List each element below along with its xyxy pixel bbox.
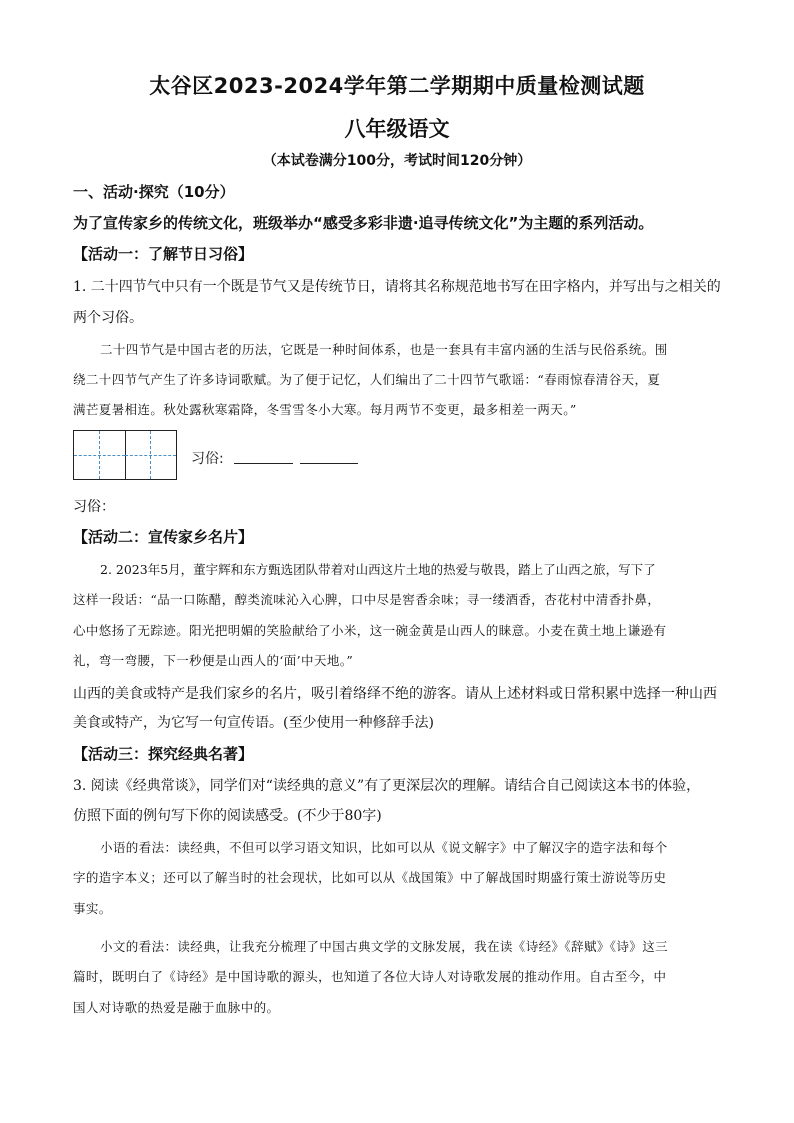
cell-guide-vertical bbox=[150, 431, 151, 479]
tianzige-cell-2[interactable] bbox=[125, 431, 176, 479]
activity1-title: 【活动一：了解节日习俗】 bbox=[73, 245, 254, 263]
material1-line2: 绕二十四节气产生了许多诗词歌赋。为了便于记忆，人们编出了二十四节气歌谣：“春雨惊春清谷天，夏 bbox=[73, 372, 661, 387]
answer-blank-1[interactable] bbox=[234, 463, 293, 464]
view2-line1: 小文的看法：读经典，让我充分梳理了中国古典文学的文脉发展，我在读《诗经》《辞赋》《诗》这三 bbox=[100, 939, 669, 954]
material2-line4: 礼，弯一弯腰，下一秒便是山西人的‘面’中天地。” bbox=[73, 653, 354, 668]
view1-line3: 事实。 bbox=[73, 901, 112, 916]
question3-line1: 3. 阅读《经典常谈》，同学们对“读经典的意义”有了更深层次的理解。请结合自己阅读这本书的体验， bbox=[73, 778, 701, 794]
task2-line2: 美食或特产，为它写一句宣传语。(至少使用一种修辞手法) bbox=[73, 715, 434, 731]
view1-line2: 字的造字本义；还可以了解当时的社会现状，比如可以从《战国策》中了解战国时期盛行策士游说等历史 bbox=[73, 870, 667, 885]
subject-title: 八年级语文 bbox=[344, 117, 450, 141]
cell-guide-vertical bbox=[99, 431, 100, 479]
material2-line3: 心中悠扬了无踪迹。阳光把明媚的笑脸献给了小米，这一碗金黄是山西人的睐意。小麦在黄土地上谦逊有 bbox=[73, 623, 667, 638]
tianzige-cell-1[interactable] bbox=[74, 431, 126, 479]
exam-note: （本试卷满分100分，考试时间120分钟） bbox=[262, 153, 532, 169]
material1-line3: 满芒夏暑相连。秋处露秋寒霜降，冬雪雪冬小大寒。每月两节不变更，最多相差一两天。” bbox=[73, 402, 577, 417]
view1-line1: 小语的看法：读经典，不但可以学习语文知识，比如可以从《说文解字》中了解汉字的造字法和每个 bbox=[100, 840, 668, 855]
question1-line2: 两个习俗。 bbox=[73, 310, 143, 326]
answer-label: 习俗： bbox=[73, 499, 115, 515]
tianzige-grid[interactable] bbox=[73, 430, 177, 480]
task2-line1: 山西的美食或特产是我们家乡的名片，吸引着络绎不绝的游客。请从上述材料或日常积累中选择一种山西 bbox=[73, 686, 717, 702]
question1-line1: 1. 二十四节气中只有一个既是节气又是传统节日，请将其名称规范地书写在田字格内，并写出与之相关的 bbox=[73, 279, 721, 295]
exam-title: 太谷区2023-2024学年第二学期期中质量检测试题 bbox=[149, 74, 645, 98]
material1-line1: 二十四节气是中国古老的历法，它既是一种时间体系，也是一套具有丰富内涵的生活与民俗系统。围 bbox=[100, 342, 668, 357]
section-intro: 为了宣传家乡的传统文化，班级举办“感受多彩非遗·追寻传统文化”为主题的系列活动。 bbox=[73, 214, 654, 232]
material2-line1: 2. 2023年5月，董宇辉和东方甄选团队带着对山西这片土地的热爱与敬畏，踏上了山西之旅，写下了 bbox=[100, 562, 656, 577]
question3-line2: 仿照下面的例句写下你的阅读感受。(不少于80字) bbox=[73, 808, 382, 824]
activity2-title: 【活动二：宣传家乡名片】 bbox=[73, 528, 254, 546]
activity3-title: 【活动三：探究经典名著】 bbox=[73, 745, 254, 763]
section-heading: 一、活动·探究（10分） bbox=[73, 183, 235, 201]
material2-line2: 这样一段话：“品一口陈醋，醇类流味沁入心脾，口中尽是窖香余味；寻一缕酒香，杏花村中清香扑鼻， bbox=[73, 592, 661, 607]
view2-line3: 国人对诗歌的热爱是融于血脉中的。 bbox=[73, 1000, 280, 1015]
answer-blank-2[interactable] bbox=[300, 463, 358, 464]
view2-line2: 篇时，既明白了《诗经》是中国诗歌的源头，也知道了各位大诗人对诗歌发展的推动作用。自古至今，中 bbox=[73, 969, 667, 984]
custom-label: 习俗: bbox=[191, 451, 224, 467]
